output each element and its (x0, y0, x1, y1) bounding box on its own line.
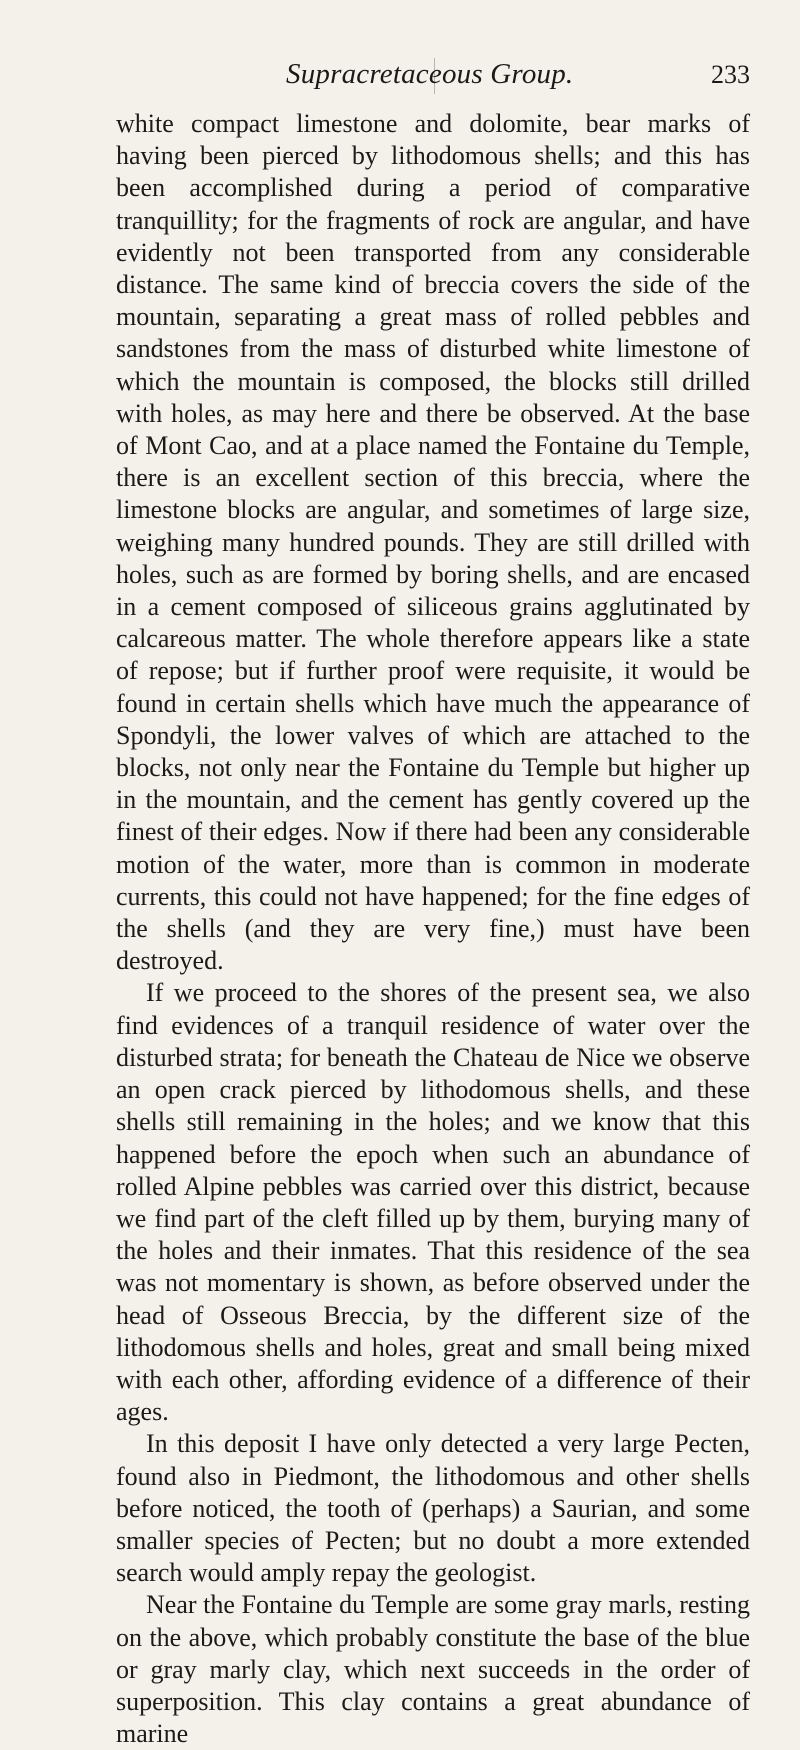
body-text (116, 108, 750, 1750)
running-head: Supracretaceous Group. (286, 58, 574, 90)
page-number: 233 (711, 60, 750, 89)
paragraph-2: If we proceed to the shores of the present sea, we also find evidences of a tranquil residence of water over the disturbed strata; for beneath the Chateau de Nice we observe an open crack pierced by lithodomous shells, and these shells still remaining in the holes; and we know that this happened before the epoch when such an abundance of rolled Alpine pebbles was carried over this district, because we find part of the cleft filled up by them, burying many of the holes and their inmates. That this residence of the sea was not momentary is shown, as before observed under the head of Osseous Breccia, by the different size of the lithodomous shells and holes, great and small being mixed with each other, affording evidence of a difference of their ages. (116, 978, 750, 1427)
paragraph-4: Near the Fontaine du Temple are some gray marls, resting on the above, which probably constitute the base of the blue or gray marly clay, which next succeeds in the order of superposition. This clay contains a great abundance of marine (116, 1590, 750, 1749)
page-header (116, 58, 750, 98)
paragraph-3: In this deposit I have only detected a very large Pecten, found also in Piedmont, the lithodomous and other shells before noticed, the tooth of (perhaps) a Saurian, and some smaller species of Pecten; but no doubt a more extended search would amply repay the geologist. (116, 1429, 750, 1588)
paragraph-1: white compact limestone and dolomite, bear marks of having been pierced by lithodomous shells; and this has been accomplished during a period of comparative tranquillity; for the fragments of rock are angular, and have evidently not been transported from any considerable distance. The same kind of breccia covers the side of the mountain, separating a great mass of rolled pebbles and sandstones from the mass of disturbed white limestone of which the mountain is composed, the blocks still drilled with holes, as may here and there be observed. At the base of Mont Cao, and at a place named the Fontaine du Temple, there is an excellent section of this breccia, where the limestone blocks are angular, and sometimes of large size, weighing many hundred pounds. They are still drilled with holes, such as are formed by boring shells, and are encased in a cement composed of siliceous grains agglutinated by calcareous matter. The whole therefore appears like a state of repose; but if further proof were requisite, it would be found in certain shells which have much the appearance of Spondyli, the lower valves of which are attached to the blocks, not only near the Fontaine du Temple but higher up in the mountain, and the cement has gently covered up the finest of their edges. Now if there had been any considerable motion of the water, more than is common in moderate currents, this could not have happened; for the fine edges of the shells (and they are very fine,) must have been destroyed. (116, 109, 750, 976)
